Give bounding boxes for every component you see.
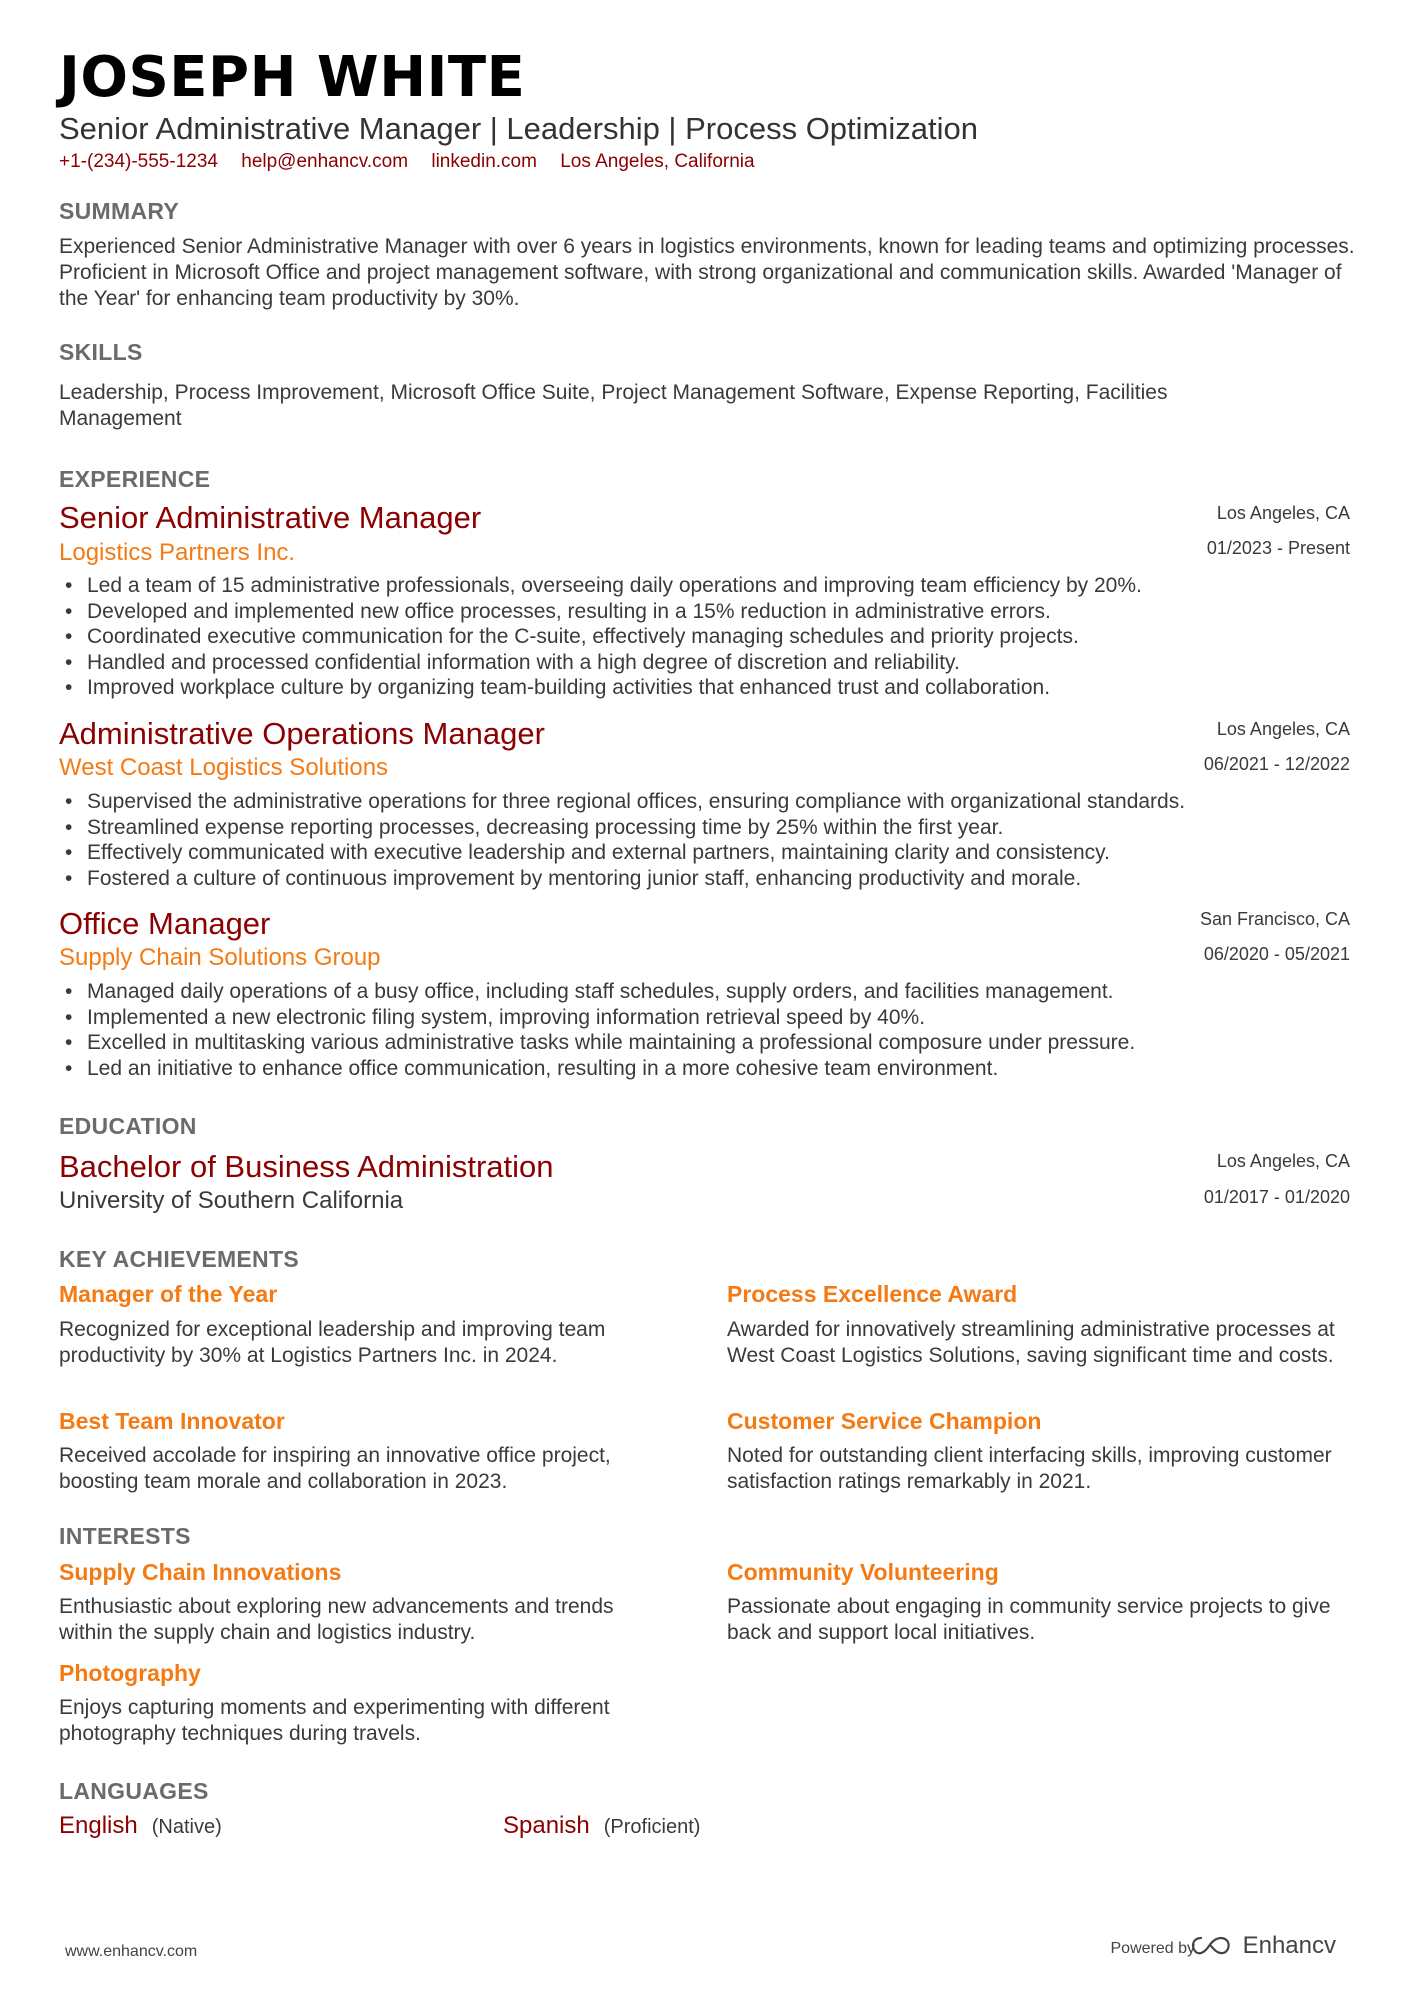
email-link[interactable]: help@enhancv.com [241, 151, 409, 172]
interest-text: Enjoys capturing moments and experimenting with different photography techniques during travels. [59, 1696, 610, 1745]
job-bullets [59, 789, 1185, 891]
job-dates: 06/2021 - 12/2022 [1203, 754, 1350, 774]
job-title: Administrative Operations Manager [59, 716, 545, 751]
job-location: Los Angeles, CA [1216, 719, 1350, 739]
job-title: Office Manager [59, 906, 271, 941]
education-dates: 01/2017 - 01/2020 [1203, 1187, 1350, 1207]
achievement-title: Customer Service Champion [727, 1408, 1042, 1434]
language-name: Spanish [503, 1812, 590, 1839]
job-bullets [59, 979, 1135, 1081]
bullet-item: • Managed daily operations of a busy office, including staff schedules, supply orders, and facilities management. [87, 979, 1135, 1005]
interest-text: Passionate about engaging in community service projects to give back and support local initiatives. [727, 1595, 1331, 1644]
achievement-text: Recognized for exceptional leadership and improving team productivity by 30% at Logistics Partners Inc. in 2024. [59, 1318, 606, 1367]
section-title-interests: INTERESTS [59, 1523, 191, 1549]
bullet-item: • Led a team of 15 administrative professionals, overseeing daily operations and improving team efficiency by 20%. [87, 573, 1142, 599]
bullet-item: • Handled and processed confidential information with a high degree of discretion and reliability. [87, 650, 1142, 676]
language-name: English [59, 1812, 138, 1839]
bullet-item: • Coordinated executive communication for the C-suite, effectively managing schedules and priority projects. [87, 624, 1142, 650]
job-location: San Francisco, CA [1199, 909, 1350, 929]
company-name: Supply Chain Solutions Group [59, 944, 381, 971]
bullet-item: • Fostered a culture of continuous improvement by mentoring junior staff, enhancing productivity and morale. [87, 866, 1185, 892]
bullet-item: • Effectively communicated with executive leadership and external partners, maintaining clarity and consistency. [87, 840, 1185, 866]
language-item [59, 1812, 222, 1840]
enhancv-logo-icon [1189, 1934, 1235, 1958]
school-name: University of Southern California [59, 1187, 404, 1214]
interest-title: Community Volunteering [727, 1559, 999, 1585]
section-title-skills: SKILLS [59, 339, 143, 365]
footer-website-link[interactable]: www.enhancv.com [65, 1943, 198, 1960]
summary-text: Experienced Senior Administrative Manager with over 6 years in logistics environments, known for leading teams and optimizing processes. Proficient in Microsoft Office and project management software, with strong organizational and communication skills. Awarded 'Manager of the Year' for enhancing team productivity by 30%. [59, 235, 1355, 310]
company-name: West Coast Logistics Solutions [59, 754, 389, 781]
education-location: Los Angeles, CA [1216, 1151, 1350, 1171]
skills-text: Leadership, Process Improvement, Microsoft Office Suite, Project Management Software, Expense Reporting, Facilities Management [59, 381, 1168, 430]
language-level: (Native) [151, 1816, 222, 1838]
location-text: Los Angeles, California [560, 151, 755, 172]
achievement-text: Noted for outstanding client interfacing skills, improving customer satisfaction ratings remarkably in 2021. [727, 1444, 1332, 1493]
degree-title: Bachelor of Business Administration [59, 1149, 554, 1184]
job-dates: 06/2020 - 05/2021 [1203, 944, 1350, 964]
job-title: Senior Administrative Manager [59, 500, 482, 535]
bullet-item: • Led an initiative to enhance office communication, resulting in a more cohesive team environment. [87, 1056, 1135, 1082]
bullet-item: • Supervised the administrative operations for three regional offices, ensuring compliance with organizational standards. [87, 789, 1185, 815]
job-bullets [59, 573, 1142, 701]
section-title-education: EDUCATION [59, 1113, 197, 1139]
section-title-summary: SUMMARY [59, 198, 180, 224]
section-title-experience: EXPERIENCE [59, 466, 211, 492]
achievement-title: Best Team Innovator [59, 1408, 285, 1434]
language-item [503, 1812, 700, 1840]
achievement-text: Received accolade for inspiring an innovative office project, boosting team morale and collaboration in 2023. [59, 1444, 611, 1493]
bullet-item: • Developed and implemented new office processes, resulting in a 15% reduction in administrative errors. [87, 599, 1142, 625]
candidate-name: JOSEPH WHITE [59, 45, 526, 110]
enhancv-brand-text: Enhancv [1242, 1932, 1336, 1959]
powered-by-label: Powered by [1110, 1940, 1195, 1957]
section-title-languages: LANGUAGES [59, 1778, 209, 1804]
bullet-item: • Implemented a new electronic filing system, improving information retrieval speed by 40%. [87, 1005, 1135, 1031]
interest-text: Enthusiastic about exploring new advancements and trends within the supply chain and logistics industry. [59, 1595, 614, 1644]
interest-title: Photography [59, 1660, 201, 1686]
contact-row [59, 150, 773, 174]
section-title-achievements: KEY ACHIEVEMENTS [59, 1246, 299, 1272]
enhancv-logo[interactable] [1189, 1932, 1336, 1960]
linkedin-link[interactable]: linkedin.com [431, 151, 537, 172]
bullet-item: • Improved workplace culture by organizing team-building activities that enhanced trust and collaboration. [87, 675, 1142, 701]
bullet-item: • Streamlined expense reporting processes, decreasing processing time by 25% within the first year. [87, 815, 1185, 841]
achievement-title: Process Excellence Award [727, 1281, 1018, 1307]
language-level: (Proficient) [603, 1816, 701, 1838]
achievement-title: Manager of the Year [59, 1281, 278, 1307]
job-dates: 01/2023 - Present [1206, 538, 1350, 558]
phone-link[interactable]: +1-(234)-555-1234 [59, 151, 218, 172]
job-location: Los Angeles, CA [1216, 503, 1350, 523]
achievement-text: Awarded for innovatively streamlining administrative processes at West Coast Logistics Solutions, saving significant time and costs. [727, 1318, 1335, 1367]
headline: Senior Administrative Manager | Leadership | Process Optimization [59, 111, 978, 146]
company-name: Logistics Partners Inc. [59, 539, 296, 566]
bullet-item: • Excelled in multitasking various administrative tasks while maintaining a professional composure under pressure. [87, 1030, 1135, 1056]
interest-title: Supply Chain Innovations [59, 1559, 342, 1585]
